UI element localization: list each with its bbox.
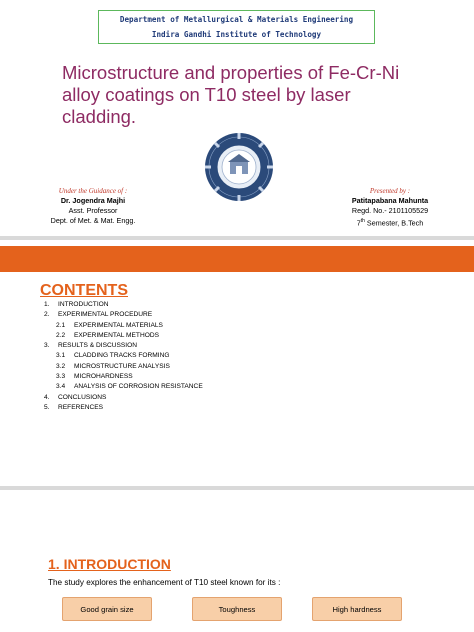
introduction-slide — [0, 490, 474, 632]
guide-dept: Dept. of Met. & Mat. Engg. — [50, 216, 136, 225]
presenter-block — [320, 186, 460, 228]
semester-suffix: th — [360, 218, 365, 224]
list-item: 2.1 EXPERIMENTAL MATERIALS — [56, 321, 163, 329]
list-item: 1. INTRODUCTION — [44, 301, 109, 308]
property-box-toughness: Toughness — [192, 597, 282, 621]
presenter-semester — [320, 216, 460, 228]
contents-heading: CONTENTS — [40, 282, 128, 299]
list-item: 3.2 MICROSTRUCTURE ANALYSIS — [56, 362, 170, 370]
contents-slide — [0, 240, 474, 490]
property-box-hardness: High hardness — [312, 597, 402, 621]
guide-role: Asst. Professor — [68, 206, 118, 215]
semester-rest: Semester, B.Tech — [364, 218, 424, 228]
guide-block — [28, 186, 158, 226]
list-item: 2.2 EXPERIMENTAL METHODS — [56, 331, 159, 339]
presentation-title: Microstructure and properties of Fe-Cr-Ni alloy coatings on T10 steel by laser cladding. — [62, 62, 400, 127]
guide-name: Dr. Jogendra Majhi — [60, 196, 126, 205]
list-item: 4. CONCLUSIONS — [44, 393, 107, 401]
property-box-grain-size: Good grain size — [62, 597, 152, 621]
introduction-text: The study explores the enhancement of T10 steel known for its : — [48, 578, 281, 587]
list-item: 3.3 MICROHARDNESS — [56, 373, 133, 381]
guidance-label: Under the Guidance of : — [58, 187, 128, 195]
header-band — [0, 246, 474, 272]
list-item: 3.1 CLADDING TRACKS FORMING — [56, 352, 170, 360]
contents-list — [44, 300, 304, 413]
semester-number: 7 — [356, 218, 361, 228]
presenter-regd: Regd. No.- 2101105529 — [351, 206, 429, 215]
list-item: 5. REFERENCES — [44, 403, 104, 411]
list-item: 3. RESULTS & DISCUSSION — [44, 342, 138, 350]
presented-label: Presented by : — [369, 187, 411, 195]
list-item: 2. EXPERIMENTAL PROCEDURE — [44, 311, 153, 319]
institute-logo — [204, 132, 274, 202]
department-box — [98, 10, 375, 44]
introduction-heading: 1. INTRODUCTION — [48, 556, 171, 572]
institute-name: Indira Gandhi Institute of Technology — [151, 30, 322, 39]
title-slide — [0, 0, 474, 240]
department-name: Department of Metallurgical & Materials Engineering — [119, 15, 354, 24]
list-item: 3.4 ANALYSIS OF CORROSION RESISTANCE — [56, 383, 203, 391]
presenter-name: Patitapabana Mahunta — [351, 196, 429, 205]
